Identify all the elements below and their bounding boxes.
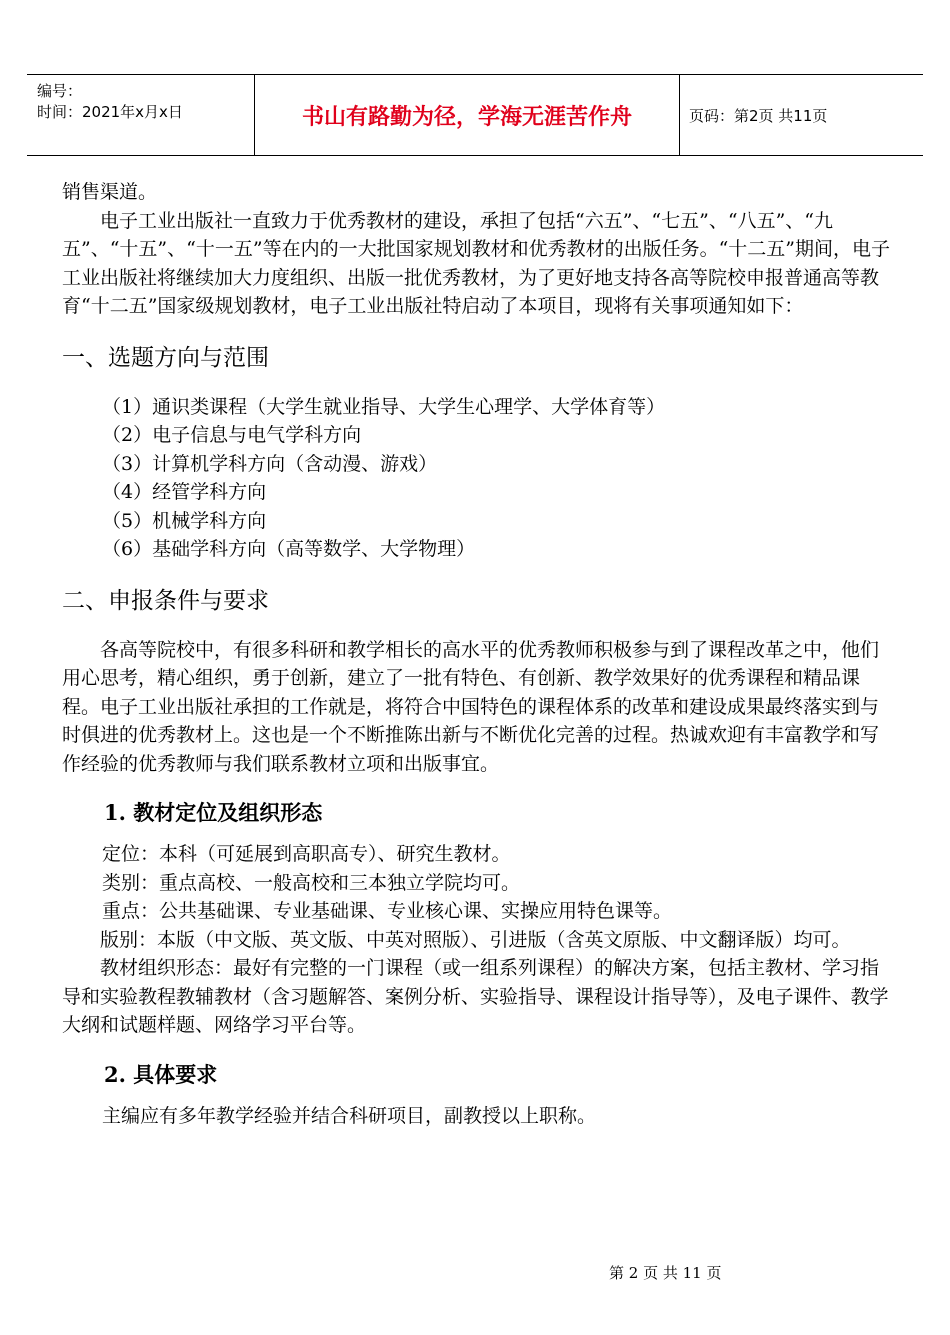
subsection1-line: 定位：本科（可延展到高职高专）、研究生教材。 bbox=[102, 843, 511, 865]
subsection1-line: 类别：重点高校、一般高校和三本独立学院均可。 bbox=[102, 871, 521, 894]
document-body bbox=[62, 178, 890, 1130]
subsection2-line: 主编应有多年教学经验并结合科研项目，副教授以上职称。 bbox=[102, 1104, 597, 1127]
section1-item: （1）通识类课程（大学生就业指导、大学生心理学、大学体育等） bbox=[102, 395, 666, 418]
section1-item: （6）基础学科方向（高等数学、大学物理） bbox=[102, 538, 476, 560]
subsection1-line: 重点：公共基础课、专业基础课、专业核心课、实操应用特色课等。 bbox=[102, 900, 673, 922]
intro-fragment: 销售渠道。 bbox=[62, 181, 158, 203]
subsection2-heading: 2. 具体要求 bbox=[104, 1061, 218, 1087]
subsection1-line: 版别：本版（中文版、英文版、中英对照版）、引进版（含英文原版、中文翻译版）均可。 bbox=[100, 928, 851, 951]
page-header bbox=[27, 74, 923, 156]
document-number-label: 编号： bbox=[37, 82, 83, 100]
section1-item: （5）机械学科方向 bbox=[102, 509, 267, 532]
section1-item: （3）计算机学科方向（含动漫、游戏） bbox=[102, 452, 438, 475]
subsection1-heading: 1. 教材定位及组织形态 bbox=[104, 800, 323, 825]
header-motto: 书山有路勤为径，学海无涯苦作舟 bbox=[254, 75, 680, 155]
document-time-label: 时间：2021年x月x日 bbox=[37, 103, 183, 121]
section2-heading: 二、申报条件与要求 bbox=[62, 587, 269, 614]
subsection1-line: 教材组织形态：最好有完整的一门课程（或一组系列课程）的解决方案，包括主教材、学习指导和实验教程教辅教材（含习题解答、案例分析、实验指导、课程设计指导等），及电子课件、教学大纲和试题样题、网络学习平台等。 bbox=[62, 957, 889, 1036]
header-page-info: 页码：第2页 共11页 bbox=[689, 106, 828, 125]
section1-item: （2）电子信息与电气学科方向 bbox=[102, 424, 362, 446]
intro-paragraph: 电子工业出版社一直致力于优秀教材的建设，承担了包括“六五”、“七五”、“八五”、“九五”、“十五”、“十一五”等在内的一大批国家规划教材和优秀教材的出版任务。“十二五”期间，电子工业出版社将继续加大力度组织、出版一批优秀教材，为了更好地支持各高等院校申报普通高等教育“十二五”国家级规划教材，电子工业出版社特启动了本项目，现将有关事项通知如下： bbox=[62, 209, 890, 317]
section2-paragraph: 各高等院校中，有很多科研和教学相长的高水平的优秀教师积极参与到了课程改革之中，他们用心思考，精心组织，勇于创新，建立了一批有特色、有创新、教学效果好的优秀课程和精品课程。电子工业出版社承担的工作就是，将符合中国特色的课程体系的改革和建设成果最终落实到与时俱进的优秀教材上。这也是一个不断推陈出新与不断优化完善的过程。热诚欢迎有丰富教学和写作经验的优秀教师与我们联系教材立项和出版事宜。 bbox=[62, 638, 880, 775]
section1-item: （4）经管学科方向 bbox=[102, 481, 267, 503]
page-footer: 第 2 页 共 11 页 bbox=[609, 1264, 722, 1282]
header-meta bbox=[27, 75, 254, 155]
section1-heading: 一、选题方向与范围 bbox=[62, 344, 269, 371]
